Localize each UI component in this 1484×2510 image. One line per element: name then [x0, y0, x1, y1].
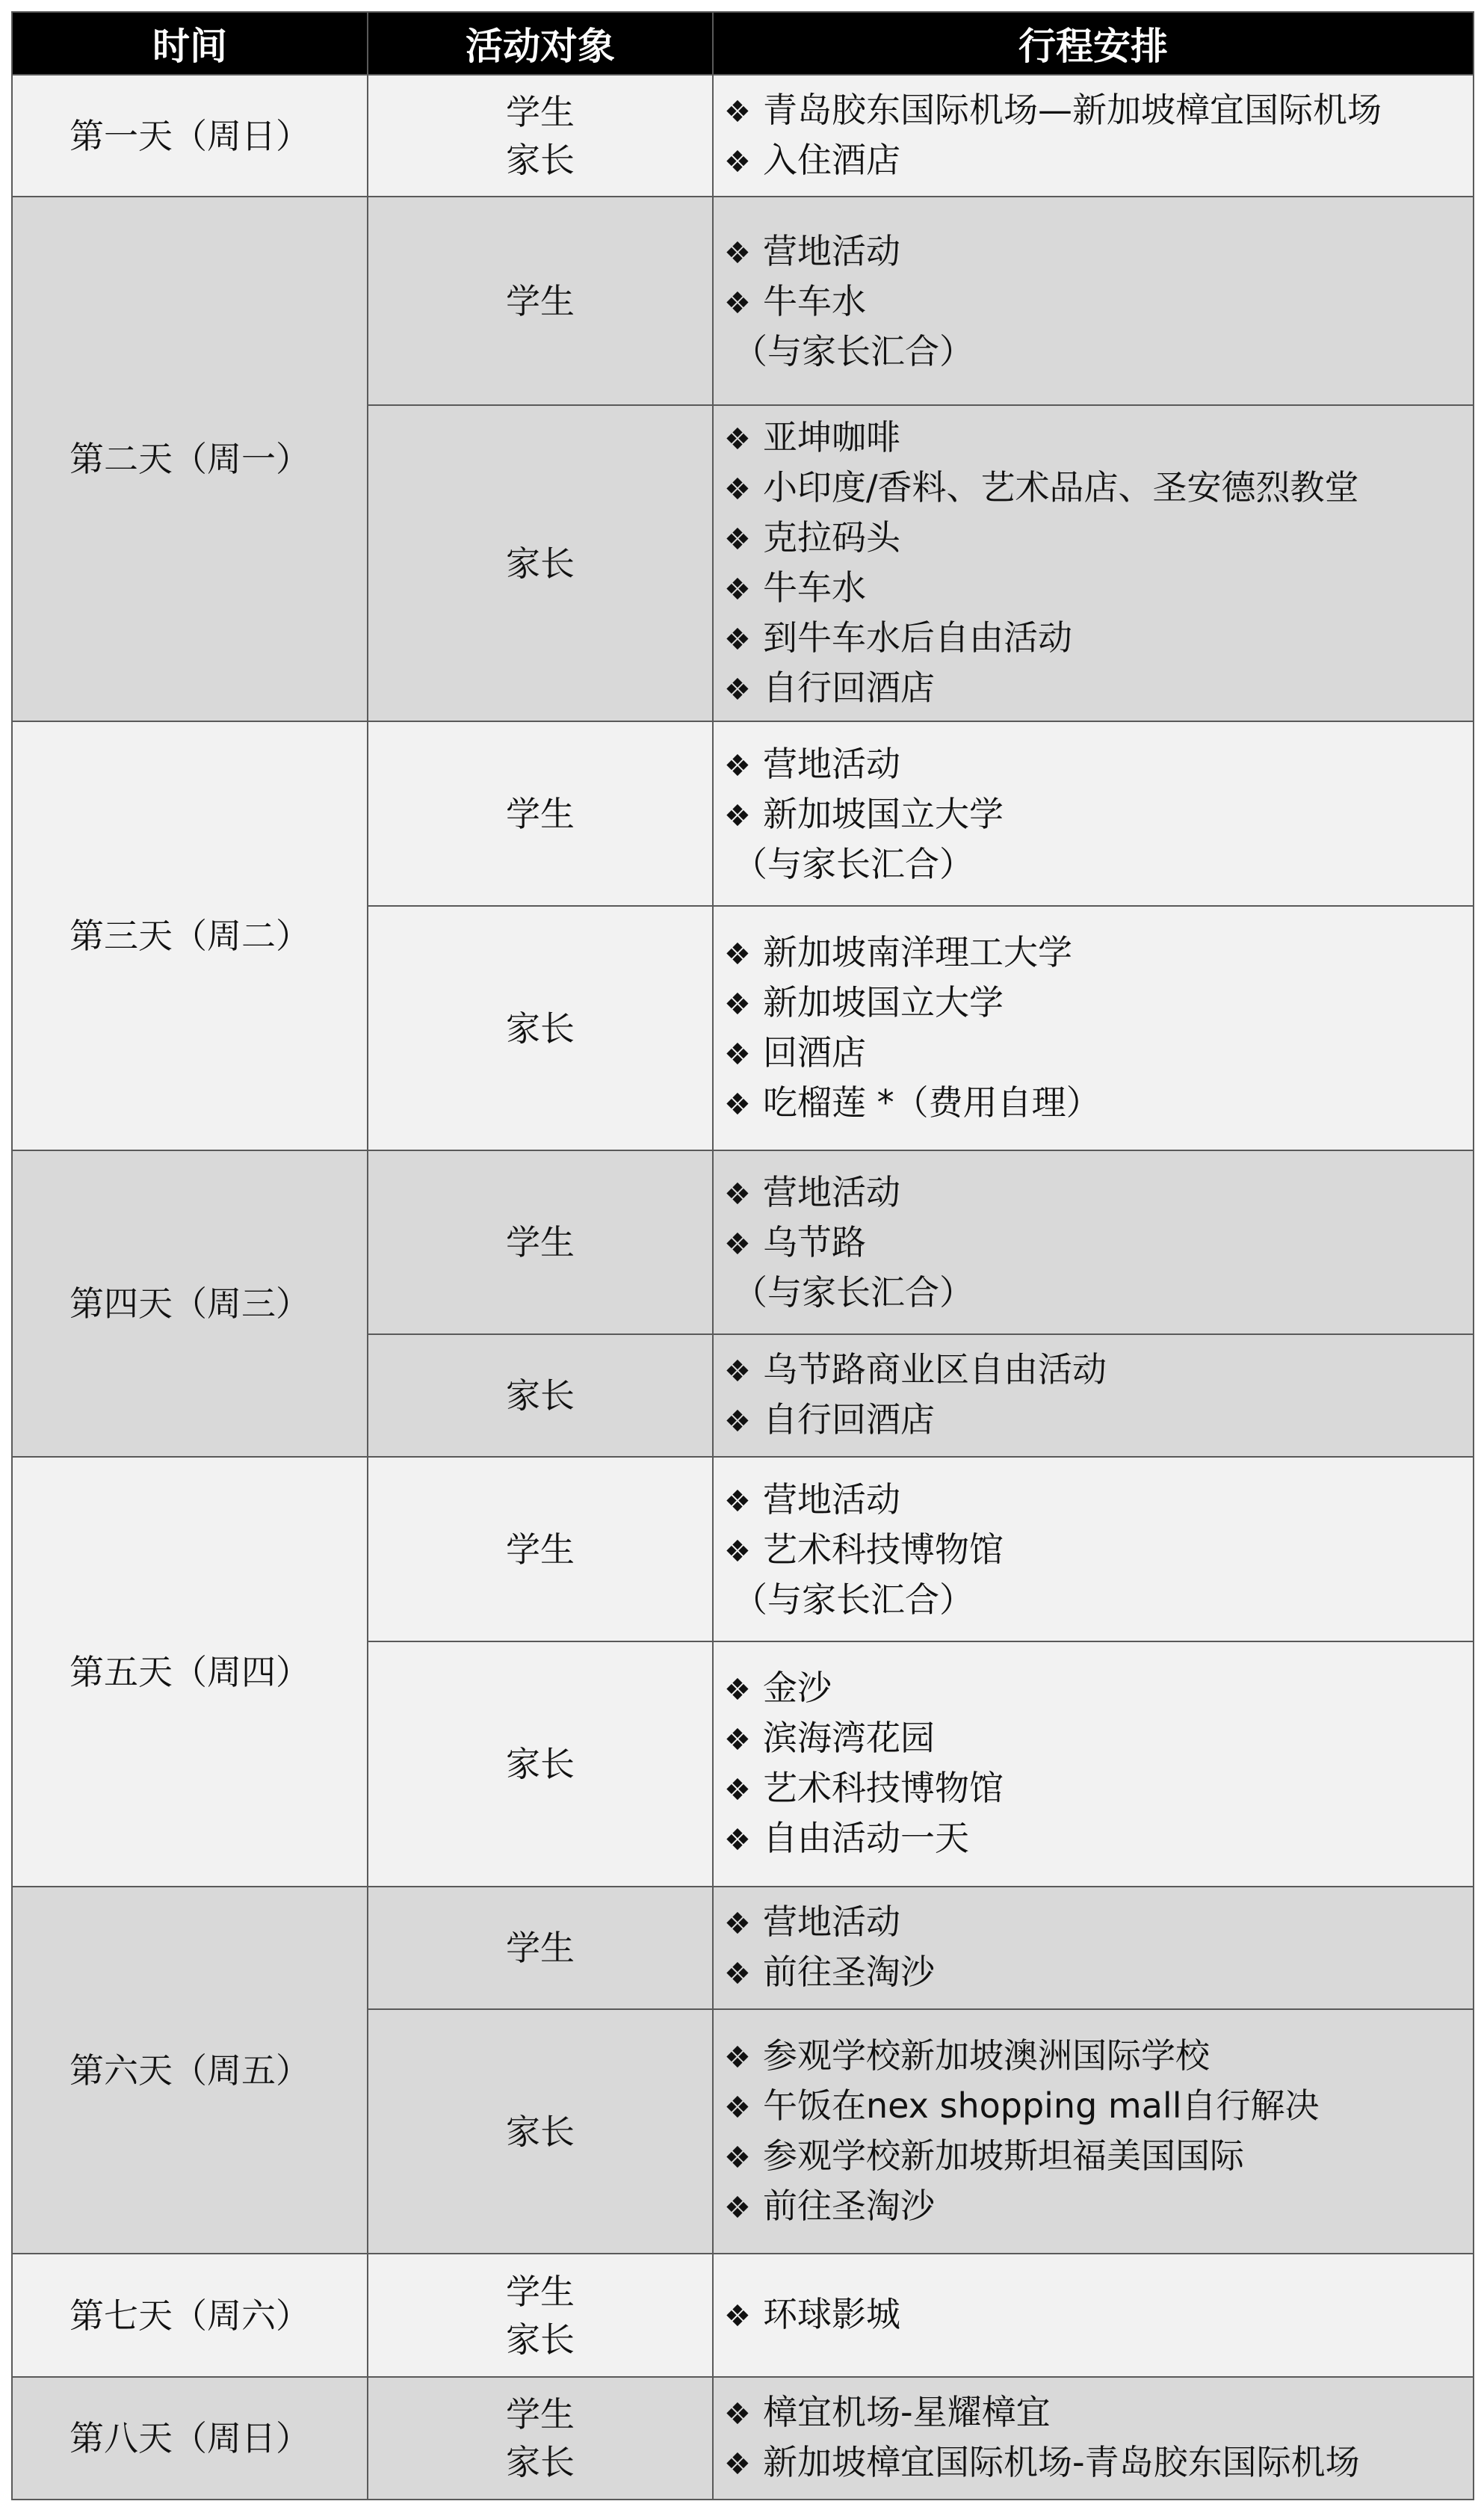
itinerary-item-text: 营地活动 — [763, 230, 900, 271]
header-target: 活动对象 — [368, 12, 713, 75]
diamond-bullet-icon: ❖ — [724, 1534, 751, 1569]
itinerary-item-text: 新加坡国立大学 — [763, 981, 1004, 1023]
itinerary-item-text: 小印度/香料、艺术品店、圣安德烈教堂 — [763, 466, 1359, 508]
header-itinerary: 行程安排 — [713, 12, 1474, 75]
itinerary-item — [724, 1898, 1473, 1948]
itinerary-item — [724, 514, 1473, 564]
itinerary-item — [724, 664, 1473, 714]
target-label: 家长 — [506, 1375, 575, 1416]
target-cell — [368, 1641, 713, 1887]
itinerary-item — [724, 928, 1473, 978]
itinerary-item — [724, 327, 1473, 375]
target-cell — [368, 75, 713, 197]
itinerary-table — [11, 11, 1473, 2499]
diamond-bullet-icon: ❖ — [724, 748, 751, 783]
day-cell: 第七天（周六） — [12, 2254, 368, 2377]
itinerary-item — [724, 1764, 1473, 1814]
target-cell — [368, 1887, 713, 2009]
itinerary-item — [724, 2132, 1473, 2182]
itinerary-item-text: 入住酒店 — [763, 139, 900, 180]
itinerary-item-text: 滨海湾花园 — [763, 1718, 935, 1758]
itinerary-cell — [713, 2009, 1474, 2254]
itinerary-cell — [713, 906, 1474, 1150]
itinerary-item-text: 牛车水 — [763, 280, 866, 321]
itinerary-item-text: 乌节路商业区自由活动 — [763, 1349, 1107, 1390]
itinerary-item — [724, 1079, 1473, 1129]
itinerary-item — [724, 564, 1473, 614]
itinerary-item-text: 亚坤咖啡 — [763, 416, 900, 457]
table-row — [12, 197, 1474, 405]
diamond-bullet-icon: ❖ — [724, 1673, 751, 1707]
itinerary-item-text: 营地活动 — [763, 1478, 900, 1520]
target-label: 学生 — [506, 793, 575, 834]
diamond-bullet-icon: ❖ — [724, 1354, 751, 1389]
itinerary-cell — [713, 1334, 1474, 1457]
day-cell: 第二天（周一） — [12, 197, 368, 721]
itinerary-item — [724, 1218, 1473, 1268]
diamond-bullet-icon: ❖ — [724, 1404, 751, 1439]
itinerary-item — [724, 463, 1473, 514]
target-cell — [368, 906, 713, 1150]
table-row — [12, 1150, 1474, 1334]
itinerary-item — [724, 614, 1473, 664]
itinerary-item-text: 新加坡樟宜国际机场-青岛胶东国际机场 — [763, 2442, 1360, 2482]
itinerary-item — [724, 2388, 1473, 2438]
diamond-bullet-icon: ❖ — [724, 798, 751, 833]
table-header-row — [12, 12, 1474, 75]
itinerary-item-text: 自由活动一天 — [763, 1818, 969, 1858]
itinerary-item-text: 艺术科技博物馆 — [763, 1768, 1004, 1808]
itinerary-item — [724, 1948, 1473, 1998]
target-cell — [368, 405, 713, 721]
diamond-bullet-icon: ❖ — [724, 1177, 751, 1212]
itinerary-item-text: 自行回酒店 — [763, 1399, 935, 1440]
diamond-bullet-icon: ❖ — [724, 622, 751, 657]
target-cell — [368, 721, 713, 906]
itinerary-item — [724, 2438, 1473, 2488]
target-cell — [368, 2254, 713, 2377]
diamond-bullet-icon: ❖ — [724, 1823, 751, 1857]
diamond-bullet-icon: ❖ — [724, 94, 751, 129]
target-label: 学生 — [506, 1529, 575, 1570]
table-row — [12, 75, 1474, 197]
diamond-bullet-icon: ❖ — [724, 1037, 751, 1072]
itinerary-item-text: （与家长汇合） — [733, 843, 974, 884]
diamond-bullet-icon: ❖ — [724, 2090, 751, 2125]
itinerary-item-text: 乌节路 — [763, 1222, 866, 1262]
itinerary-item — [724, 1476, 1473, 1526]
day-cell: 第六天（周五） — [12, 1887, 368, 2254]
itinerary-item-text: 营地活动 — [763, 743, 900, 784]
itinerary-item — [724, 1664, 1473, 1714]
itinerary-cell — [713, 2254, 1474, 2377]
itinerary-item — [724, 136, 1473, 186]
target-label: 学生 — [506, 1222, 575, 1262]
target-label: 学生 — [506, 91, 575, 132]
itinerary-item — [724, 1814, 1473, 1864]
itinerary-item-text: 前往圣淘沙 — [763, 1952, 935, 1992]
itinerary-cell — [713, 2377, 1474, 2500]
target-cell — [368, 1457, 713, 1641]
diamond-bullet-icon: ❖ — [724, 1087, 751, 1122]
target-cell — [368, 2009, 713, 2254]
diamond-bullet-icon: ❖ — [724, 522, 751, 557]
itinerary-item — [724, 978, 1473, 1029]
schedule-table — [11, 11, 1474, 2500]
diamond-bullet-icon: ❖ — [724, 422, 751, 457]
itinerary-item-text: 自行回酒店 — [763, 667, 935, 708]
target-label: 家长 — [506, 1008, 575, 1049]
diamond-bullet-icon: ❖ — [724, 1773, 751, 1807]
target-label: 家长 — [506, 2442, 575, 2482]
itinerary-item — [724, 740, 1473, 790]
target-label: 家长 — [506, 139, 575, 180]
diamond-bullet-icon: ❖ — [724, 987, 751, 1022]
itinerary-item — [724, 1576, 1473, 1624]
target-label: 学生 — [506, 2394, 575, 2435]
target-label: 学生 — [506, 1928, 575, 1968]
itinerary-item-text: 参观学校新加坡斯坦福美国国际 — [763, 2135, 1244, 2176]
itinerary-item — [724, 2182, 1473, 2232]
day-cell: 第五天（周四） — [12, 1457, 368, 1887]
itinerary-cell — [713, 197, 1474, 405]
diamond-bullet-icon: ❖ — [724, 1957, 751, 1991]
diamond-bullet-icon: ❖ — [724, 2140, 751, 2175]
diamond-bullet-icon: ❖ — [724, 472, 751, 507]
target-label: 家长 — [506, 2111, 575, 2152]
itinerary-cell — [713, 1641, 1474, 1887]
table-row — [12, 2254, 1474, 2377]
target-label: 家长 — [506, 543, 575, 584]
itinerary-item — [724, 790, 1473, 840]
day-cell: 第一天（周日） — [12, 75, 368, 197]
itinerary-item-text: 环球影城 — [763, 2294, 900, 2334]
header-time: 时间 — [12, 12, 368, 75]
itinerary-item — [724, 277, 1473, 327]
itinerary-item-text: 新加坡国立大学 — [763, 793, 1004, 834]
itinerary-item — [724, 86, 1473, 136]
itinerary-cell — [713, 721, 1474, 906]
itinerary-cell — [713, 1457, 1474, 1641]
itinerary-item-text: （与家长汇合） — [733, 1272, 974, 1313]
target-cell — [368, 1334, 713, 1457]
day-cell: 第八天（周日） — [12, 2377, 368, 2500]
itinerary-cell — [713, 75, 1474, 197]
itinerary-item — [724, 1396, 1473, 1446]
target-cell — [368, 2377, 713, 2500]
target-label: 学生 — [506, 280, 575, 321]
diamond-bullet-icon: ❖ — [724, 2397, 751, 2432]
itinerary-item-text: 营地活动 — [763, 1902, 900, 1942]
itinerary-item-text: 艺术科技博物馆 — [763, 1529, 1004, 1570]
itinerary-item-text: （与家长汇合） — [733, 1579, 974, 1620]
day-cell: 第四天（周三） — [12, 1150, 368, 1457]
table-row — [12, 721, 1474, 906]
itinerary-item — [724, 1268, 1473, 1316]
target-cell — [368, 197, 713, 405]
itinerary-cell — [713, 1887, 1474, 2009]
itinerary-item — [724, 1345, 1473, 1396]
itinerary-item-text: 午饭在nex shopping mall自行解决 — [763, 2085, 1320, 2126]
itinerary-cell — [713, 1150, 1474, 1334]
diamond-bullet-icon: ❖ — [724, 144, 751, 179]
day-cell: 第三天（周二） — [12, 721, 368, 1150]
itinerary-item-text: 克拉码头 — [763, 517, 900, 558]
diamond-bullet-icon: ❖ — [724, 937, 751, 972]
diamond-bullet-icon: ❖ — [724, 1227, 751, 1262]
diamond-bullet-icon: ❖ — [724, 2190, 751, 2225]
itinerary-item — [724, 2082, 1473, 2132]
target-cell — [368, 1150, 713, 1334]
itinerary-item-text: 樟宜机场-星耀樟宜 — [763, 2392, 1051, 2432]
itinerary-item-text: （与家长汇合） — [733, 330, 974, 371]
table-row — [12, 1887, 1474, 2009]
table-body — [12, 75, 1474, 2500]
itinerary-item-text: 青岛胶东国际机场—新加坡樟宜国际机场 — [763, 89, 1382, 130]
diamond-bullet-icon: ❖ — [724, 672, 751, 707]
itinerary-cell — [713, 405, 1474, 721]
diamond-bullet-icon: ❖ — [724, 2299, 751, 2334]
itinerary-item — [724, 840, 1473, 888]
diamond-bullet-icon: ❖ — [724, 2040, 751, 2075]
itinerary-item — [724, 2290, 1473, 2340]
table-row — [12, 2377, 1474, 2500]
itinerary-item-text: 吃榴莲 *（费用自理） — [763, 1082, 1101, 1123]
itinerary-item-text: 回酒店 — [763, 1032, 866, 1073]
itinerary-item-text: 前往圣淘沙 — [763, 2185, 935, 2226]
diamond-bullet-icon: ❖ — [724, 286, 751, 321]
target-label: 学生 — [506, 2271, 575, 2312]
itinerary-item-text: 牛车水 — [763, 567, 866, 608]
itinerary-item — [724, 1714, 1473, 1764]
table-row — [12, 1457, 1474, 1641]
diamond-bullet-icon: ❖ — [724, 235, 751, 271]
itinerary-item — [724, 413, 1473, 463]
itinerary-item-text: 到牛车水后自由活动 — [763, 617, 1072, 658]
itinerary-item-text: 金沙 — [763, 1668, 832, 1708]
diamond-bullet-icon: ❖ — [724, 1484, 751, 1519]
itinerary-item — [724, 1168, 1473, 1218]
itinerary-item — [724, 227, 1473, 277]
diamond-bullet-icon: ❖ — [724, 572, 751, 607]
itinerary-item-text: 营地活动 — [763, 1172, 900, 1212]
itinerary-item — [724, 1029, 1473, 1079]
target-label: 家长 — [506, 2319, 575, 2360]
diamond-bullet-icon: ❖ — [724, 2447, 751, 2482]
itinerary-item-text: 参观学校新加坡澳洲国际学校 — [763, 2035, 1210, 2076]
itinerary-item — [724, 1526, 1473, 1576]
target-label: 家长 — [506, 1744, 575, 1784]
diamond-bullet-icon: ❖ — [724, 1907, 751, 1941]
itinerary-item-text: 新加坡南洋理工大学 — [763, 931, 1072, 972]
itinerary-item — [724, 2032, 1473, 2082]
diamond-bullet-icon: ❖ — [724, 1723, 751, 1757]
